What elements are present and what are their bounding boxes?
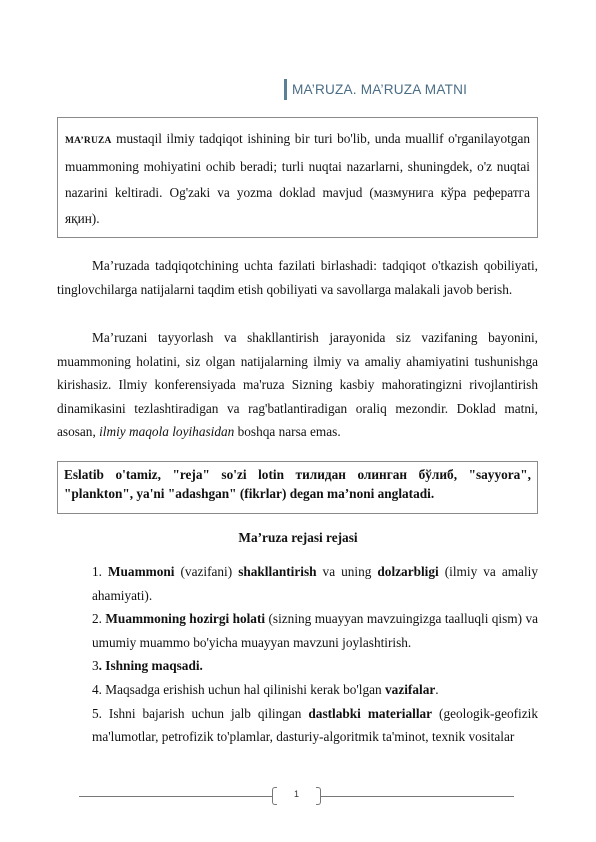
definition-lead: MA’RUZA [65, 136, 112, 146]
plan-item-1-bold-a: Muammoni [107, 564, 175, 579]
plan-item-2-text: (sizning muayyan mavzuingizga taalluqli qism) va umumiy muammo bo'yicha muayyan mavzuni joylashtirish. [92, 611, 539, 650]
plan-item-4-text: 4. Maqsadga erishish uchun hal qilinishi kerak bo'lgan [92, 681, 386, 697]
plan-item-1 [92, 560, 538, 607]
plan-item-5-bold: dastlabki materiallar [308, 705, 433, 721]
plan-item-1-text-b: va uning [316, 564, 378, 579]
plan-item-4 [92, 678, 538, 702]
plan-item-1-bold-b: shakllantirish [238, 564, 317, 579]
plan-item-1-text-a: (vazifani) [174, 564, 239, 579]
footer-rule-right [321, 796, 514, 797]
plan-item-5-text: 5. Ishni bajarish uchun jalb qilingan [92, 705, 309, 721]
plan-item-1-bold-c: dolzarbligi [377, 564, 439, 579]
header [284, 79, 467, 100]
definition-box [57, 117, 538, 238]
page-title: MA’RUZA. MA’RUZA MATNI [292, 82, 468, 97]
plan-item-4-end: . [435, 681, 439, 697]
paragraph-2 [57, 326, 538, 444]
definition-text: mustaqil ilmiy tadqiqot ishining bir turi bo'lib, unda muallif o'rganilayotgan muammoning mohiyatini ochib beradi; turli nuqtai nazarlarni, shuningdek, o'z nuqtai nazarini keltiradi. Og'zaki va yozma doklad mavjud (мазмунига кўра рефератга яқин). [65, 131, 530, 226]
paragraph-2-tail: boshqa narsa emas. [234, 424, 341, 440]
plan-item-4-bold: vazifalar [385, 681, 436, 697]
footer-rule-left [79, 796, 273, 797]
plan-heading: Ma’ruza rejasi rejasi [238, 530, 358, 545]
paragraph-1-text: Ma’ruzada tadqiqotchining uchta fazilati birlashadi: tadqiqot o'tkazish qobiliyati, tinglovchilarga natijalarni taqdim etish qobiliyati va savollarga malakali javob berish. [57, 258, 538, 297]
page-number: 1 [293, 789, 299, 799]
paragraph-2-italic: ilmiy maqola loyihasidan [99, 424, 235, 440]
plan-item-3 [92, 654, 538, 678]
plan-item-1-num: 1. [92, 564, 108, 579]
plan-item-3-num: 3 [92, 658, 99, 674]
plan-item-2 [92, 607, 538, 654]
plan-item-2-bold: Muammoning hozirgi holati [105, 611, 266, 627]
plan-item-5-end: (geologik-geofizik ma'lumotlar, petrofizik to'plamlar, dasturiy-algoritmik ta'minot, texnik vositalar [92, 705, 538, 745]
title-accent-bar [284, 79, 287, 100]
plan-list [92, 560, 538, 749]
plan-item-1-text-c: (ilmiy va amaliy ahamiyati). [92, 564, 539, 603]
plan-item-2-num: 2. [92, 611, 106, 627]
plan-item-5 [92, 702, 538, 749]
paragraph-2-text: Ma’ruzani tayyorlash va shakllantirish jarayonida siz vazifaning bayonini, muammoning holatini, siz olgan natijalarning ilmiy va amaliy ahamiyatini tushunishga kirishasiz. Ilmiy konferensiyada ma'ruza Sizning kasbiy mahoratingizni rivojlantirish dinamikasini tezlashtiradigan va rag'batlantiradigan oraliq mezondir. Doklad matni, asosan, [57, 330, 538, 440]
note-box: Eslatib o'tamiz, "reja" so'zi lotin тилидан олинган бўлиб, "sayyora", "plankton", ya'ni "adashgan" (fikrlar) degan ma’noni anglatadi. [57, 461, 538, 514]
plan-item-3-bold: . Ishning maqsadi. [98, 658, 203, 674]
paragraph-1 [57, 254, 538, 301]
